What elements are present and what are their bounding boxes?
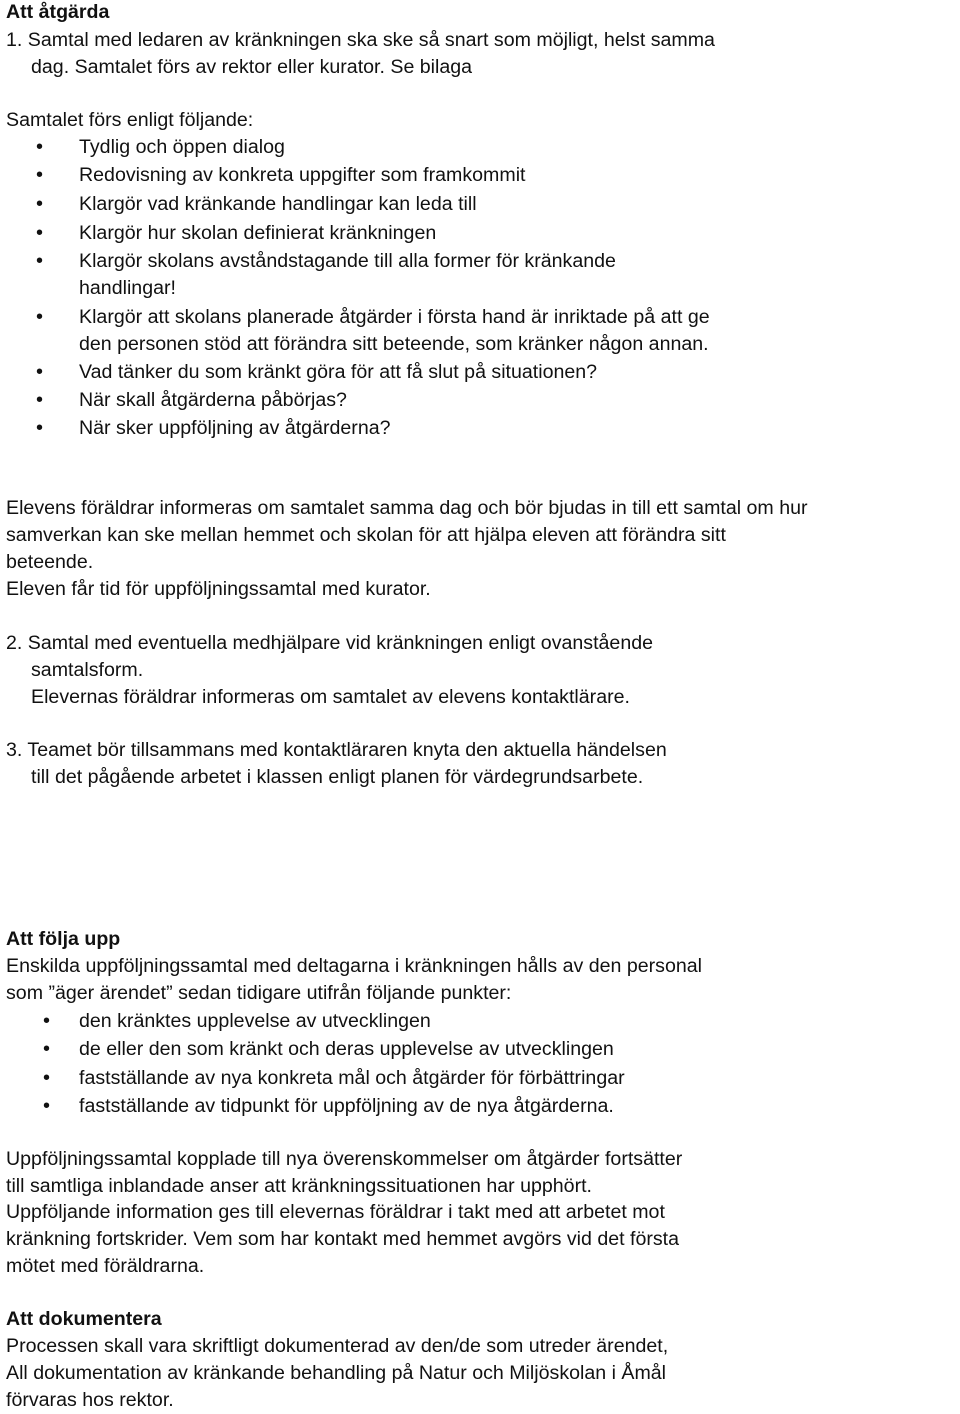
paragraph-line: Eleven får tid för uppföljningssamtal med kurator.	[6, 578, 431, 600]
list-item: När sker uppföljning av åtgärderna?	[79, 417, 391, 439]
paragraph-line: till det pågående arbetet i klassen enligt planen för värdegrundsarbete.	[31, 766, 644, 788]
list-item: Redovisning av konkreta uppgifter som framkommit	[79, 164, 526, 186]
paragraph-line: till samtliga inblandade anser att kränkningssituationen har upphört.	[6, 1175, 592, 1197]
paragraph-line: Uppföljande information ges till elevernas föräldrar i takt med att arbetet mot	[6, 1201, 665, 1223]
bullet-icon: •	[36, 389, 44, 411]
paragraph-line: Enskilda uppföljningssamtal med deltagarna i kränkningen hålls av den personal	[6, 955, 703, 977]
conversation-intro: Samtalet förs enligt följande:	[6, 109, 254, 131]
heading-att-atgarda: Att åtgärda	[6, 1, 110, 23]
item1-line2: dag. Samtalet förs av rektor eller kurator. Se bilaga	[31, 56, 473, 78]
paragraph-line: mötet med föräldrarna.	[6, 1255, 205, 1277]
list-item: Klargör hur skolan definierat kränkningen	[79, 222, 437, 244]
bullet-icon: •	[36, 417, 44, 439]
bullet-icon: •	[36, 361, 44, 383]
list-item: fastställande av nya konkreta mål och åtgärder för förbättringar	[79, 1067, 625, 1089]
bullet-icon: •	[36, 136, 44, 158]
bullet-icon: •	[36, 164, 44, 186]
heading-att-folja-upp: Att följa upp	[6, 928, 121, 950]
paragraph-line: 2. Samtal med eventuella medhjälpare vid kränkningen enligt ovanstående	[6, 632, 654, 654]
paragraph-line: 3. Teamet bör tillsammans med kontaktläraren knyta den aktuella händelsen	[6, 739, 667, 761]
list-item-continuation: handlingar!	[79, 277, 176, 299]
list-item: När skall åtgärderna påbörjas?	[79, 389, 347, 411]
list-item: Vad tänker du som kränkt göra för att få slut på situationen?	[79, 361, 598, 383]
list-item: Klargör att skolans planerade åtgärder i första hand är inriktade på att ge	[79, 306, 710, 328]
list-item-continuation: den personen stöd att förändra sitt beteende, som kränker någon annan.	[79, 333, 709, 355]
paragraph-line: förvaras hos rektor.	[6, 1389, 174, 1411]
paragraph-line: All dokumentation av kränkande behandling på Natur och Miljöskolan i Åmål	[6, 1362, 667, 1384]
bullet-icon: •	[43, 1095, 51, 1117]
bullet-icon: •	[43, 1038, 51, 1060]
heading-att-dokumentera: Att dokumentera	[6, 1308, 162, 1330]
list-item: Klargör vad kränkande handlingar kan leda till	[79, 193, 477, 215]
bullet-icon: •	[36, 193, 44, 215]
bullet-icon: •	[36, 222, 44, 244]
paragraph-line: Processen skall vara skriftligt dokumenterad av den/de som utreder ärendet,	[6, 1335, 669, 1357]
bullet-icon: •	[43, 1010, 51, 1032]
item1-line1: 1. Samtal med ledaren av kränkningen ska ske så snart som möjligt, helst samma	[6, 29, 715, 51]
list-item: fastställande av tidpunkt för uppföljning av de nya åtgärderna.	[79, 1095, 614, 1117]
list-item: Tydlig och öppen dialog	[79, 136, 285, 158]
paragraph-line: som ”äger ärendet” sedan tidigare utifrån följande punkter:	[6, 982, 512, 1004]
paragraph-line: beteende.	[6, 551, 94, 573]
paragraph-line: Elevernas föräldrar informeras om samtalet av elevens kontaktlärare.	[31, 686, 630, 708]
paragraph-line: Uppföljningssamtal kopplade till nya överenskommelser om åtgärder fortsätter	[6, 1148, 683, 1170]
bullet-icon: •	[36, 250, 44, 272]
paragraph-line: samverkan kan ske mellan hemmet och skolan för att hjälpa eleven att förändra sitt	[6, 524, 726, 546]
bullet-icon: •	[36, 306, 44, 328]
list-item: Klargör skolans avståndstagande till alla former för kränkande	[79, 250, 616, 272]
bullet-icon: •	[43, 1067, 51, 1089]
list-item: den kränktes upplevelse av utvecklingen	[79, 1010, 431, 1032]
paragraph-line: samtalsform.	[31, 659, 144, 681]
paragraph-line: kränkning fortskrider. Vem som har kontakt med hemmet avgörs vid det första	[6, 1228, 680, 1250]
paragraph-line: Elevens föräldrar informeras om samtalet samma dag och bör bjudas in till ett samtal om hur	[6, 497, 808, 519]
list-item: de eller den som kränkt och deras upplevelse av utvecklingen	[79, 1038, 614, 1060]
